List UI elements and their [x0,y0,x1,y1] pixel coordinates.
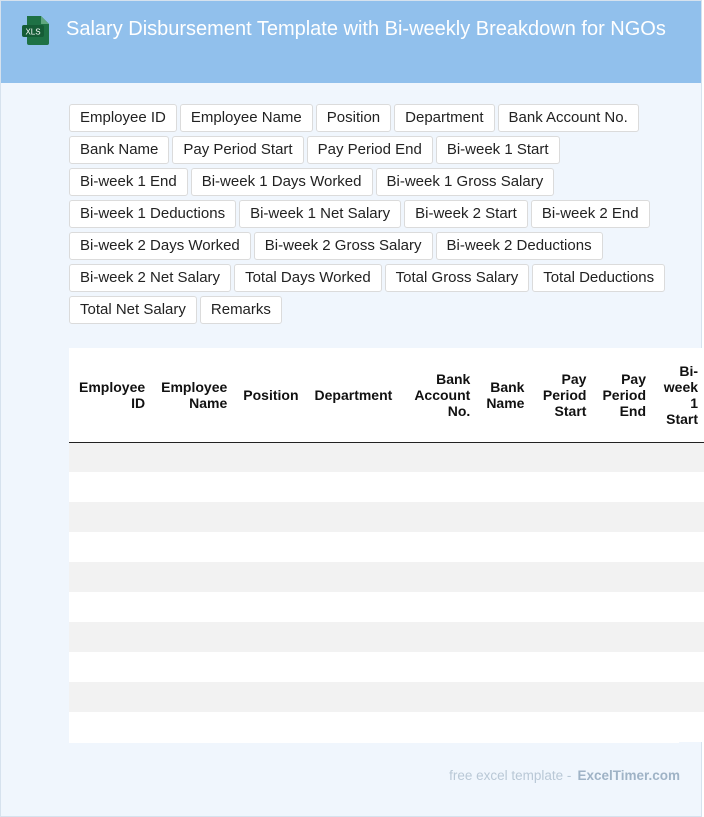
table-cell[interactable] [592,682,652,712]
table-cell[interactable] [398,442,476,472]
table-cell[interactable] [233,472,304,502]
table-cell[interactable] [233,682,304,712]
table-row [69,442,704,472]
table-cell[interactable] [530,682,592,712]
table-cell[interactable] [476,592,530,622]
field-chip[interactable]: Bank Name [69,136,169,164]
field-chip[interactable]: Bi-week 1 End [69,168,188,196]
table-cell[interactable] [305,682,399,712]
field-chip[interactable]: Employee Name [180,104,313,132]
field-chip[interactable]: Remarks [200,296,282,324]
table-cell[interactable] [592,442,652,472]
table-cell[interactable] [233,502,304,532]
table-cell[interactable] [151,502,233,532]
page-title: Salary Disbursement Template with Bi-weekly Breakdown for NGOs [66,18,666,40]
salary-table-container[interactable] [69,348,699,743]
field-chip[interactable]: Bi-week 2 Start [404,200,528,228]
table-cell[interactable] [69,562,151,592]
table-cell[interactable] [305,712,399,742]
table-cell[interactable] [151,472,233,502]
field-chip[interactable]: Bank Account No. [498,104,639,132]
table-cell[interactable] [151,442,233,472]
table-cell[interactable] [305,592,399,622]
table-row [69,622,704,652]
table-cell[interactable] [69,652,151,682]
field-chip[interactable]: Total Gross Salary [385,264,530,292]
table-cell[interactable] [530,622,592,652]
footer-credit [449,768,680,783]
table-cell[interactable] [652,442,704,472]
table-cell[interactable] [592,562,652,592]
table-cell[interactable] [592,592,652,622]
field-chip[interactable]: Bi-week 1 Gross Salary [376,168,555,196]
field-chip[interactable]: Bi-week 2 Gross Salary [254,232,433,260]
table-cell[interactable] [69,442,151,472]
table-header-row [69,348,704,442]
field-chip[interactable]: Total Deductions [532,264,665,292]
table-cell[interactable] [530,712,592,742]
table-cell[interactable] [652,622,704,652]
table-cell[interactable] [476,502,530,532]
table-cell[interactable] [305,622,399,652]
table-row [69,682,704,712]
table-cell[interactable] [151,622,233,652]
field-chip[interactable]: Department [394,104,494,132]
field-chip[interactable]: Bi-week 1 Start [436,136,560,164]
column-header[interactable]: Employee Name [151,348,233,442]
table-cell[interactable] [305,652,399,682]
table-cell[interactable] [652,532,704,562]
table-cell[interactable] [592,652,652,682]
table-cell[interactable] [305,562,399,592]
table-cell[interactable] [476,532,530,562]
field-chip[interactable]: Bi-week 2 Days Worked [69,232,251,260]
field-chip[interactable]: Pay Period Start [172,136,303,164]
table-cell[interactable] [398,712,476,742]
table-cell[interactable] [233,652,304,682]
table-cell[interactable] [69,622,151,652]
table-cell[interactable] [69,682,151,712]
table-cell[interactable] [151,682,233,712]
table-cell[interactable] [652,682,704,712]
table-cell[interactable] [233,592,304,622]
table-cell[interactable] [592,472,652,502]
field-chip[interactable]: Bi-week 1 Days Worked [191,168,373,196]
field-chip[interactable]: Bi-week 1 Net Salary [239,200,401,228]
table-cell[interactable] [530,472,592,502]
table-row [69,472,704,502]
footer-text: free excel template - [449,768,572,783]
table-cell[interactable] [592,532,652,562]
table-cell[interactable] [398,502,476,532]
table-cell[interactable] [305,442,399,472]
table-cell[interactable] [530,592,592,622]
table-cell[interactable] [69,472,151,502]
footer-brand-link[interactable]: ExcelTimer.com [577,768,680,783]
column-header[interactable]: Pay Period End [592,348,652,442]
table-cell[interactable] [151,652,233,682]
table-cell[interactable] [530,502,592,532]
table-cell[interactable] [652,652,704,682]
column-header[interactable]: Pay Period Start [530,348,592,442]
table-body [69,442,704,742]
table-cell[interactable] [69,502,151,532]
field-chip[interactable]: Position [316,104,391,132]
table-cell[interactable] [476,472,530,502]
field-chip[interactable]: Total Net Salary [69,296,197,324]
table-cell[interactable] [476,442,530,472]
table-cell[interactable] [151,562,233,592]
table-cell[interactable] [652,712,704,742]
table-cell[interactable] [69,592,151,622]
table-cell[interactable] [398,562,476,592]
table-cell[interactable] [476,682,530,712]
table-cell[interactable] [233,622,304,652]
table-cell[interactable] [305,532,399,562]
table-cell[interactable] [530,652,592,682]
table-cell[interactable] [652,562,704,592]
table-cell[interactable] [592,502,652,532]
table-cell[interactable] [151,592,233,622]
field-chip[interactable]: Employee ID [69,104,177,132]
table-cell[interactable] [476,622,530,652]
table-cell[interactable] [652,472,704,502]
table-cell[interactable] [476,712,530,742]
table-cell[interactable] [151,712,233,742]
header-bar [1,1,701,83]
field-chip[interactable]: Bi-week 2 End [531,200,650,228]
table-cell[interactable] [398,592,476,622]
table-row [69,562,704,592]
table-row [69,532,704,562]
table-cell[interactable] [592,712,652,742]
column-header[interactable]: Bi-week 1 Start [652,348,704,442]
salary-table [69,348,704,742]
column-header[interactable]: Employee ID [69,348,151,442]
field-chip[interactable]: Pay Period End [307,136,433,164]
column-header[interactable]: Bank Account No. [398,348,476,442]
table-cell[interactable] [151,532,233,562]
table-cell[interactable] [398,652,476,682]
table-cell[interactable] [592,622,652,652]
column-header[interactable]: Department [305,348,399,442]
table-cell[interactable] [69,712,151,742]
table-cell[interactable] [305,472,399,502]
field-chip[interactable]: Bi-week 2 Net Salary [69,264,231,292]
field-chip-list [69,104,679,324]
table-cell[interactable] [398,622,476,652]
table-cell[interactable] [398,682,476,712]
field-chip[interactable]: Total Days Worked [234,264,382,292]
field-chip[interactable]: Bi-week 2 Deductions [436,232,603,260]
column-header[interactable]: Bank Name [476,348,530,442]
field-chip[interactable]: Bi-week 1 Deductions [69,200,236,228]
table-cell[interactable] [233,562,304,592]
table-cell[interactable] [476,652,530,682]
table-cell[interactable] [476,562,530,592]
table-cell[interactable] [652,592,704,622]
table-row [69,652,704,682]
table-cell[interactable] [69,532,151,562]
table-row [69,712,704,742]
table-cell[interactable] [305,502,399,532]
table-cell[interactable] [530,442,592,472]
table-row [69,592,704,622]
table-cell[interactable] [398,472,476,502]
column-header[interactable]: Position [233,348,304,442]
table-cell[interactable] [530,532,592,562]
table-cell[interactable] [233,532,304,562]
table-cell[interactable] [652,502,704,532]
table-cell[interactable] [530,562,592,592]
xls-label: XLS [25,27,41,37]
table-cell[interactable] [233,712,304,742]
table-row [69,502,704,532]
table-cell[interactable] [398,532,476,562]
table-cell[interactable] [233,442,304,472]
